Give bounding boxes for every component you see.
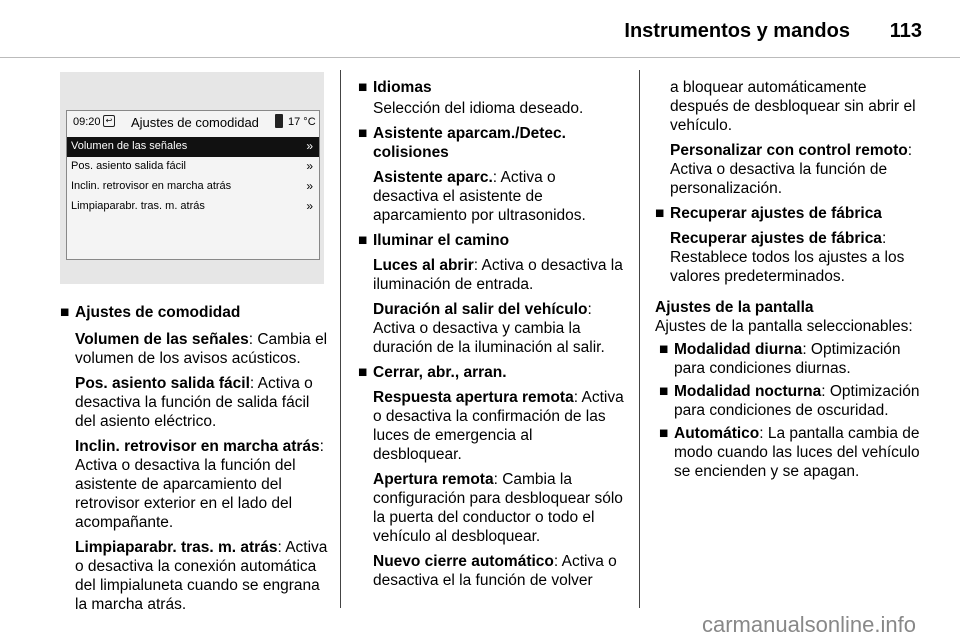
column-divider (340, 70, 341, 608)
column-1 (60, 303, 328, 620)
screen-status-bar (67, 111, 319, 133)
entry: Volumen de las señales: Cambia el volumen de los avisos acústicos. (75, 331, 328, 367)
display-screen (66, 110, 320, 260)
bullet: ■ (659, 383, 669, 400)
entry: Limpiaparabr. tras. m. atrás: Activa o desactiva la conexión automática del limpialuneta cuando se engrana la marcha atrás. (75, 539, 328, 613)
bullet: ■ (358, 79, 368, 96)
comfort-section (60, 303, 328, 322)
entry: Luces al abrir: Activa o desactiva la iluminación de entrada. (373, 257, 623, 293)
entry: Inclin. retrovisor en marcha atrás: Activa o desactiva la función del asistente de aparcamiento del retrovisor exterior en el lado del acompañante. (75, 438, 324, 531)
screen-time: 09:20 (73, 116, 101, 128)
page-header (0, 0, 960, 58)
entry: Pos. asiento salida fácil: Activa o desactiva la función de salida fácil del asiento eléctrico. (75, 375, 313, 430)
chevron-right-icon: » (306, 179, 313, 193)
bullet: ■ (659, 341, 669, 358)
chevron-right-icon: » (306, 139, 313, 153)
bullet: ■ (358, 125, 368, 142)
screen-temperature: 17 °C (288, 116, 316, 128)
section-heading: Ajustes de comodidad (75, 304, 241, 321)
bullet: ■ (60, 304, 70, 321)
bullet: ■ (659, 425, 669, 442)
locking-section: ■ Cerrar, abr., arran. (358, 364, 507, 381)
entry: ■ Modalidad nocturna: Optimización para condiciones de oscuridad. (659, 383, 920, 419)
back-icon: ↩ (103, 115, 115, 127)
chevron-right-icon: » (306, 199, 313, 213)
menu-item-seat[interactable]: Pos. asiento salida fácil » (71, 159, 313, 173)
languages-section: ■ Idiomas (358, 79, 432, 96)
entry: Asistente aparc.: Activa o desactiva el asistente de aparcamiento por ultrasonidos. (373, 169, 586, 224)
entry: Nuevo cierre automático: Activa o desactiva el la función de volver (373, 553, 617, 589)
entry: Personalizar con control remoto: Activa o desactiva la función de personalización. (670, 142, 913, 197)
column-divider (639, 70, 640, 608)
factory-section: ■ Recuperar ajustes de fábrica (655, 205, 882, 222)
entry: Recuperar ajustes de fábrica: Restablece todos los ajustes a los valores predeterminados. (670, 230, 905, 285)
page-number: 113 (889, 20, 922, 42)
entry: ■ Modalidad diurna: Optimización para condiciones diurnas. (659, 341, 901, 377)
entry: Apertura remota: Cambia la configuración para desbloquear sólo la puerta del conductor o todo el vehículo al desbloquear. (373, 471, 623, 545)
menu-item-volume[interactable]: Volumen de las señales » (67, 137, 319, 157)
bullet: ■ (358, 364, 368, 381)
menu-item-mirror[interactable]: Inclin. retrovisor en marcha atrás » (71, 179, 313, 193)
column-2: ■ Idiomas Selección del idioma deseado. ■ Asistente aparcam./Detec. colisiones Asistente aparc.: Activa o desactiva el asistente de aparcamiento por ultrasonidos. ■ Iluminar el camino Luces al abrir: Activa o desactiva la iluminación de entrada. Duración al salir del vehículo: Activa o desactiva y cambia la duración de la iluminación al salir. ■ Cerrar, abr., arran. Respuesta apertura remota: Activa o desactiva la confirmación de las luces de emergencia al desbloquear. Apertura remota: Cambia la configuración para desbloquear sólo la puerta del conductor o todo el vehículo al desbloquear. Nuevo cierre automático: Activa o desactiva el la función de volver (358, 79, 624, 589)
chevron-right-icon: » (306, 159, 313, 173)
bullet: ■ (655, 205, 665, 222)
screen-title: Ajustes de comodidad (131, 115, 259, 130)
lighting-section: ■ Iluminar el camino (358, 232, 510, 249)
parking-section: ■ Asistente aparcam./Detec. colisiones (358, 125, 566, 161)
entry: Duración al salir del vehículo: Activa o desactiva y cambia la duración de la iluminación al salir. (373, 301, 605, 356)
entry: ■ Automático: La pantalla cambia de modo cuando las luces del vehículo se encienden y se apagan. (659, 425, 920, 480)
column-3: a bloquear automáticamente después de desbloquear sin abrir el vehículo. Personalizar con control remoto: Activa o desactiva la función de personalización. ■ Recuperar ajustes de fábrica Recuperar ajustes de fábrica: Restablece todos los ajustes a los valores predeterminados. Ajustes de la pantalla Ajustes de la pantalla seleccionables: ■ Modalidad diurna: Optimización para condiciones diurnas. ■ Modalidad nocturna: Optimización para condiciones de oscuridad. ■ Automático: La pantalla cambia de modo cuando las luces del vehículo se encienden y se apagan. (655, 79, 920, 480)
menu-item-wiper[interactable]: Limpiaparabr. tras. m. atrás » (71, 199, 313, 213)
section-title: Instrumentos y mandos (624, 20, 850, 42)
phone-icon (275, 114, 283, 128)
header-rule (0, 57, 960, 58)
display-screenshot (60, 72, 324, 284)
watermark: carmanualsonline.info (701, 612, 916, 637)
display-heading: Ajustes de la pantalla (655, 299, 814, 316)
bullet: ■ (358, 232, 368, 249)
entry: Respuesta apertura remota: Activa o desactiva la confirmación de las luces de emergencia al desbloquear. (373, 389, 624, 463)
